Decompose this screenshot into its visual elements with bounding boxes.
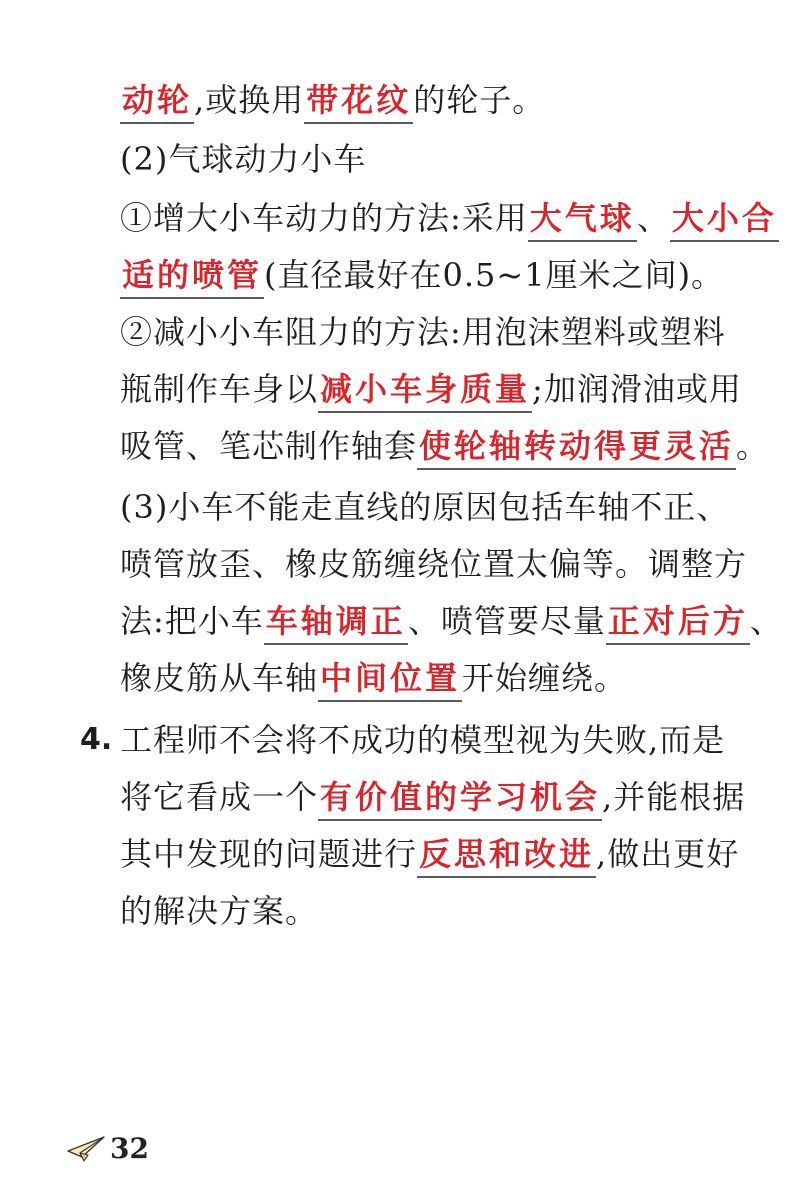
answer-blank: 车轴调正 [264, 601, 408, 645]
text-line-1 [120, 78, 545, 128]
text-segment: 工程师不会将不成功的模型视为失败,而是 [120, 721, 726, 759]
text-line-10 [120, 599, 783, 649]
text-segment: ②减小小车阻力的方法:用泡沫塑料或塑料 [120, 313, 726, 351]
text-segment: ;加润滑油或用 [532, 370, 742, 408]
answer-blank: 有价值的学习机会 [318, 777, 602, 821]
question-number: 4. [80, 722, 113, 757]
answer-blank: 正对后方 [606, 601, 750, 645]
answer-blank: 使轮轴转动得更灵活 [417, 426, 736, 470]
answer-blank: 反思和改进 [417, 834, 596, 878]
page-number: 32 [110, 1131, 149, 1165]
text-line-4 [120, 253, 724, 303]
text-line-7 [120, 424, 769, 474]
answer-blank: 中间位置 [318, 658, 462, 702]
text-line-6 [120, 367, 742, 417]
text-segment: 其中发现的问题进行 [120, 835, 418, 873]
text-line-9 [120, 542, 747, 592]
text-segment: 将它看成一个 [120, 778, 319, 816]
text-line-8 [120, 485, 729, 535]
text-line-3 [120, 196, 779, 246]
answer-blank: 动轮 [120, 80, 194, 124]
text-line-13 [120, 775, 745, 825]
page-footer [66, 1128, 149, 1168]
text-segment: ,并能根据 [602, 778, 746, 816]
paper-plane-icon [66, 1133, 106, 1163]
text-segment: (3)小车不能走直线的原因包括车轴不正、 [120, 488, 730, 526]
answer-blank: 大气球 [528, 198, 637, 242]
text-segment: ①增大小车动力的方法:采用 [120, 199, 528, 237]
text-segment: (2)气球动力小车 [120, 140, 367, 178]
text-segment: 橡皮筋从车轴 [120, 659, 319, 697]
text-segment: 、 [636, 199, 670, 237]
text-line-14 [120, 832, 739, 882]
text-segment: 的解决方案。 [120, 892, 319, 930]
answer-blank: 适的喷管 [120, 255, 264, 299]
text-segment: ,或换用 [194, 81, 305, 119]
text-segment: ,做出更好 [596, 835, 740, 873]
text-line-12 [120, 718, 725, 768]
text-segment: 吸管、笔芯制作轴套 [120, 427, 418, 465]
text-segment: 的轮子。 [413, 81, 546, 119]
text-segment: 瓶制作车身以 [120, 370, 319, 408]
text-segment: 、喷管要尽量 [407, 602, 606, 640]
answer-blank: 大小合 [670, 198, 779, 242]
text-segment: 开始缠绕。 [462, 659, 628, 697]
text-line-5 [120, 310, 726, 360]
answer-blank: 减小车身质量 [318, 369, 532, 413]
text-segment: 、 [749, 602, 783, 640]
text-segment: 法:把小车 [120, 602, 264, 640]
section-heading-balloon-car [120, 137, 366, 187]
answer-blank: 带花纹 [304, 80, 413, 124]
text-line-11 [120, 656, 627, 706]
text-segment: (直径最好在0.5~1厘米之间)。 [264, 256, 725, 294]
text-line-15 [120, 889, 318, 939]
text-segment: 。 [736, 427, 770, 465]
text-segment: 喷管放歪、橡皮筋缠绕位置太偏等。调整方 [120, 545, 748, 583]
